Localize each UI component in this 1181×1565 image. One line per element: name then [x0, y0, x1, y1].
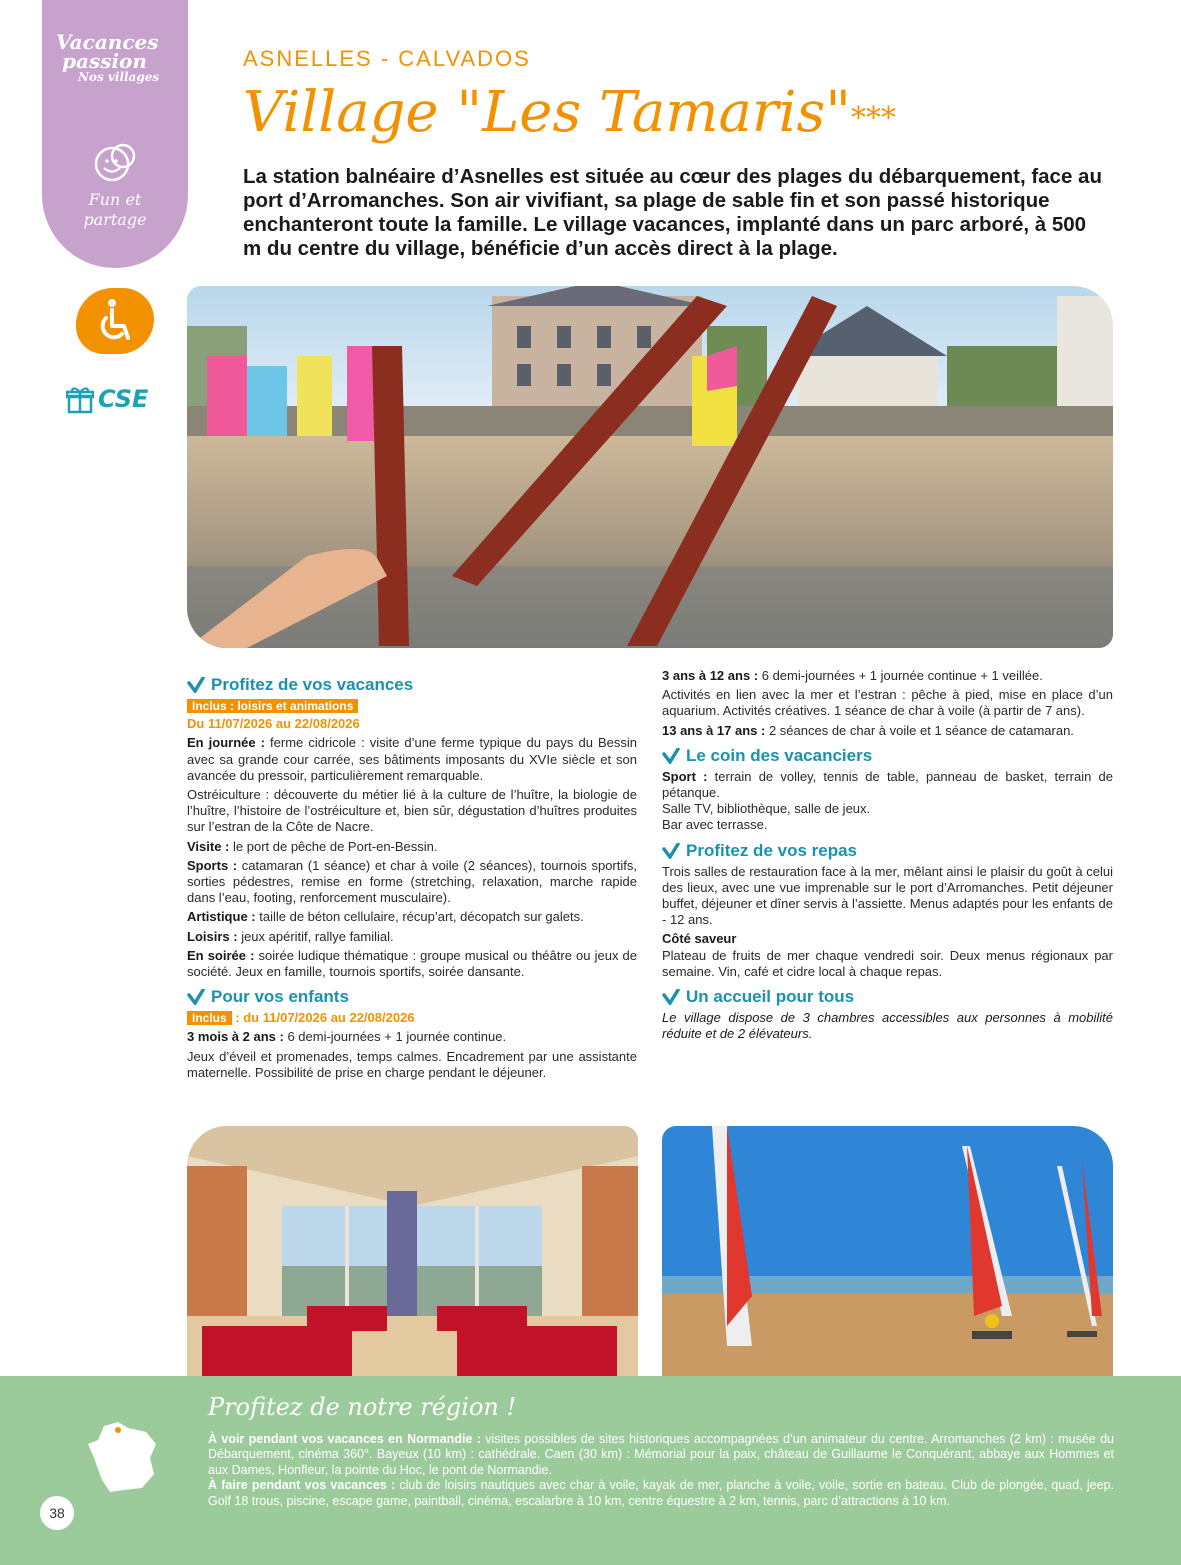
visite-label: Visite :	[187, 838, 230, 854]
coin-sport-text: terrain de volley, tennis de table, panneau de basket, terrain de pétanque.	[662, 768, 1113, 801]
loisirs-text: jeux apéritif, rallye familial.	[237, 928, 394, 944]
age1-text: 6 demi-journées + 1 journée continue.	[283, 1029, 507, 1045]
check-icon	[187, 677, 205, 693]
age2-label: 3 ans à 12 ans :	[662, 668, 759, 683]
brand-line3: Nos villages	[78, 70, 160, 84]
journee-paragraph	[187, 735, 637, 784]
restaurant-photo	[187, 1126, 638, 1394]
ostreiculture-paragraph: Ostréiculture : découverte du métier lié à la culture de l’huître, la biologie de l’huître, l’histoire de l’ostréiculture et, bien sûr, dégustation d’huîtres produites sur l’estran de la Côte de Nacre.	[187, 787, 637, 835]
sports-text: catamaran (1 séance) et char à voile (2 séances), tournois sportifs, sorties pédestres, remise en forme (stretching, relaxation, marche rapide dans l’eau, footing, renforcement musculaire).	[187, 857, 637, 906]
enfants-heading-text: Pour vos enfants	[211, 987, 349, 1007]
soiree-label: En soirée :	[187, 947, 255, 963]
age2-text: 6 demi-journées + 1 journée continue + 1 veillée.	[758, 668, 1043, 683]
age1-label: 3 mois à 2 ans :	[187, 1029, 284, 1045]
age3-text: 2 séances de char à voile et 1 séance de catamaran.	[765, 722, 1074, 738]
cse-label: CSE	[98, 385, 149, 413]
check-icon	[662, 748, 680, 764]
sports-paragraph	[187, 858, 637, 907]
sports-label: Sports :	[187, 857, 238, 873]
artistique-text: taille de béton cellulaire, récup’art, décopatch sur galets.	[255, 909, 584, 925]
wheelchair-icon	[76, 288, 154, 354]
brand-logo	[56, 32, 176, 84]
right-column	[662, 668, 1113, 1045]
vacances-dates: Du 11/07/2026 au 22/08/2026	[187, 716, 360, 732]
brand-line1: Vacances	[56, 30, 159, 54]
age2-paragraph	[662, 668, 1113, 684]
enfants-badge: Inclus	[187, 1011, 232, 1025]
faire-label: À faire pendant vos vacances :	[208, 1478, 396, 1493]
visite-text: le port de pêche de Port-en-Bessin.	[229, 838, 438, 854]
coin-sport-label: Sport :	[662, 768, 708, 784]
france-map-icon	[84, 1418, 164, 1496]
artistique-label: Artistique :	[187, 909, 256, 925]
voir-label: À voir pendant vos vacances en Normandie :	[208, 1432, 481, 1446]
saveur-text: Plateau de fruits de mer chaque vendredi soir. Deux menus régionaux par semaine. Vin, café et cidre local à chaque repas.	[662, 947, 1113, 979]
artistique-paragraph	[187, 909, 637, 925]
title-text: Village "Les Tamaris"	[243, 80, 852, 145]
left-column	[187, 668, 637, 1084]
saveur-label: Côté saveur	[662, 931, 737, 947]
coin-heading	[662, 745, 1113, 767]
soiree-text: soirée ludique thématique : groupe musical ou théâtre ou jeux de société. Jeux en famille, tournois sportifs, soirée dansante.	[187, 947, 637, 980]
footer-text	[208, 1432, 1114, 1509]
coin-line2: Salle TV, bibliothèque, salle de jeux.	[662, 801, 871, 817]
rating-stars: ***	[851, 101, 897, 136]
visite-paragraph	[187, 839, 637, 855]
page-title	[243, 78, 896, 148]
repas-heading-text: Profitez de vos repas	[686, 840, 858, 860]
journee-text: ferme cidricole : visite d’une ferme typique du pays du Bessin avec sa grande cour carrée, ses bâtiments imposants du XVIe siècle et son avancée du pressoir, particulièrement remarquable.	[187, 735, 638, 783]
included-badge: Inclus : loisirs et animations	[187, 699, 358, 713]
check-icon	[187, 989, 205, 1005]
main-photo	[187, 286, 1113, 648]
region-label: ASNELLES - CALVADOS	[243, 46, 531, 71]
age3-label: 13 ans à 17 ans :	[662, 722, 766, 738]
voir-text: visites possibles de sites historiques accompagnées d’un animateur du centre. Arromanches (2 km) : musée du Débarquement, cinéma 360°. Bayeux (10 km) : cathédrale. Caen (30 km) : Mémorial pour la paix, château de Guillaume le Conquérant, abbaye aux Hommes et aux Dames, Honfleur, la pointe du Hoc, le pont de Normandie.	[208, 1432, 1115, 1477]
brand-line2: passion	[62, 49, 147, 73]
soiree-paragraph	[187, 948, 637, 980]
enfants-dates-line	[187, 1010, 637, 1026]
journee-label: En journée :	[187, 735, 265, 751]
vacances-heading-text: Profitez de vos vacances	[211, 675, 414, 694]
repas-text: Trois salles de restauration face à la mer, mêlant ainsi le plaisir du goût à celui des lieux, avec une vue imprenable sur le port d’Arromanches. Petit déjeuner buffet, déjeuner et dîner servis à l’assiette. Menus adaptés pour les enfants de - 12 ans.	[662, 863, 1113, 928]
footer-title: Profitez de notre région !	[208, 1393, 517, 1421]
accueil-heading-text: Un accueil pour tous	[686, 987, 855, 1007]
sand-yacht-photo	[662, 1126, 1113, 1394]
accueil-heading	[662, 986, 1113, 1008]
saveur-label-line	[662, 931, 1113, 947]
coin-line3: Bar avec terrasse.	[662, 817, 768, 833]
age1-description: Jeux d’éveil et promenades, temps calmes. Encadrement par une assistante maternelle. Possibilité de prise en charge pendant le déjeuner.	[187, 1048, 637, 1080]
enfants-dates: : du 11/07/2026 au 22/08/2026	[231, 1010, 415, 1026]
vacances-heading	[187, 674, 637, 696]
theme-label: Fun et partage	[83, 190, 147, 229]
check-icon	[662, 843, 680, 859]
age1-paragraph	[187, 1029, 637, 1045]
coin-sport-paragraph	[662, 769, 1113, 801]
repas-heading	[662, 840, 1113, 862]
age3-paragraph	[662, 723, 1113, 739]
enfants-heading	[187, 986, 637, 1008]
faire-text: club de loisirs nautiques avec char à voile, kayak de mer, planche à voile, voile, sortie en bateau. Club de plongée, quad, jeep. Golf 18 trous, piscine, escape game, paintball, cinéma, escalarbre à 10 km, centre équestre à 2 km, tennis, parc d’attractions à 10 km.	[208, 1478, 1115, 1508]
loisirs-label: Loisirs :	[187, 928, 238, 944]
check-icon	[662, 989, 680, 1005]
accueil-text: Le village dispose de 3 chambres accessibles aux personnes à mobilité réduite et de 2 élévateurs.	[662, 1010, 1113, 1042]
page-number: 38	[40, 1496, 74, 1530]
loisirs-paragraph	[187, 929, 637, 945]
accessibility-badge	[76, 288, 154, 354]
coin-heading-text: Le coin des vacanciers	[686, 745, 873, 765]
intro-paragraph: La station balnéaire d’Asnelles est située au cœur des plages du débarquement, face au port d’Arromanches. Son air vivifiant, sa plage de sable fin et son passé historique enchanteront toute la famille. Le village vacances, implanté dans un parc arboré, à 500 m du centre du village, bénéficie d’un accès direct à la plage.	[243, 165, 1102, 260]
smiley-icon	[92, 140, 138, 186]
age2-description: Activités en lien avec la mer et l’estran : pêche à pied, mise en place d’un aquarium. Activités créatives. 1 séance de char à voile (à partir de 7 ans).	[662, 687, 1113, 719]
gift-icon	[66, 386, 94, 414]
